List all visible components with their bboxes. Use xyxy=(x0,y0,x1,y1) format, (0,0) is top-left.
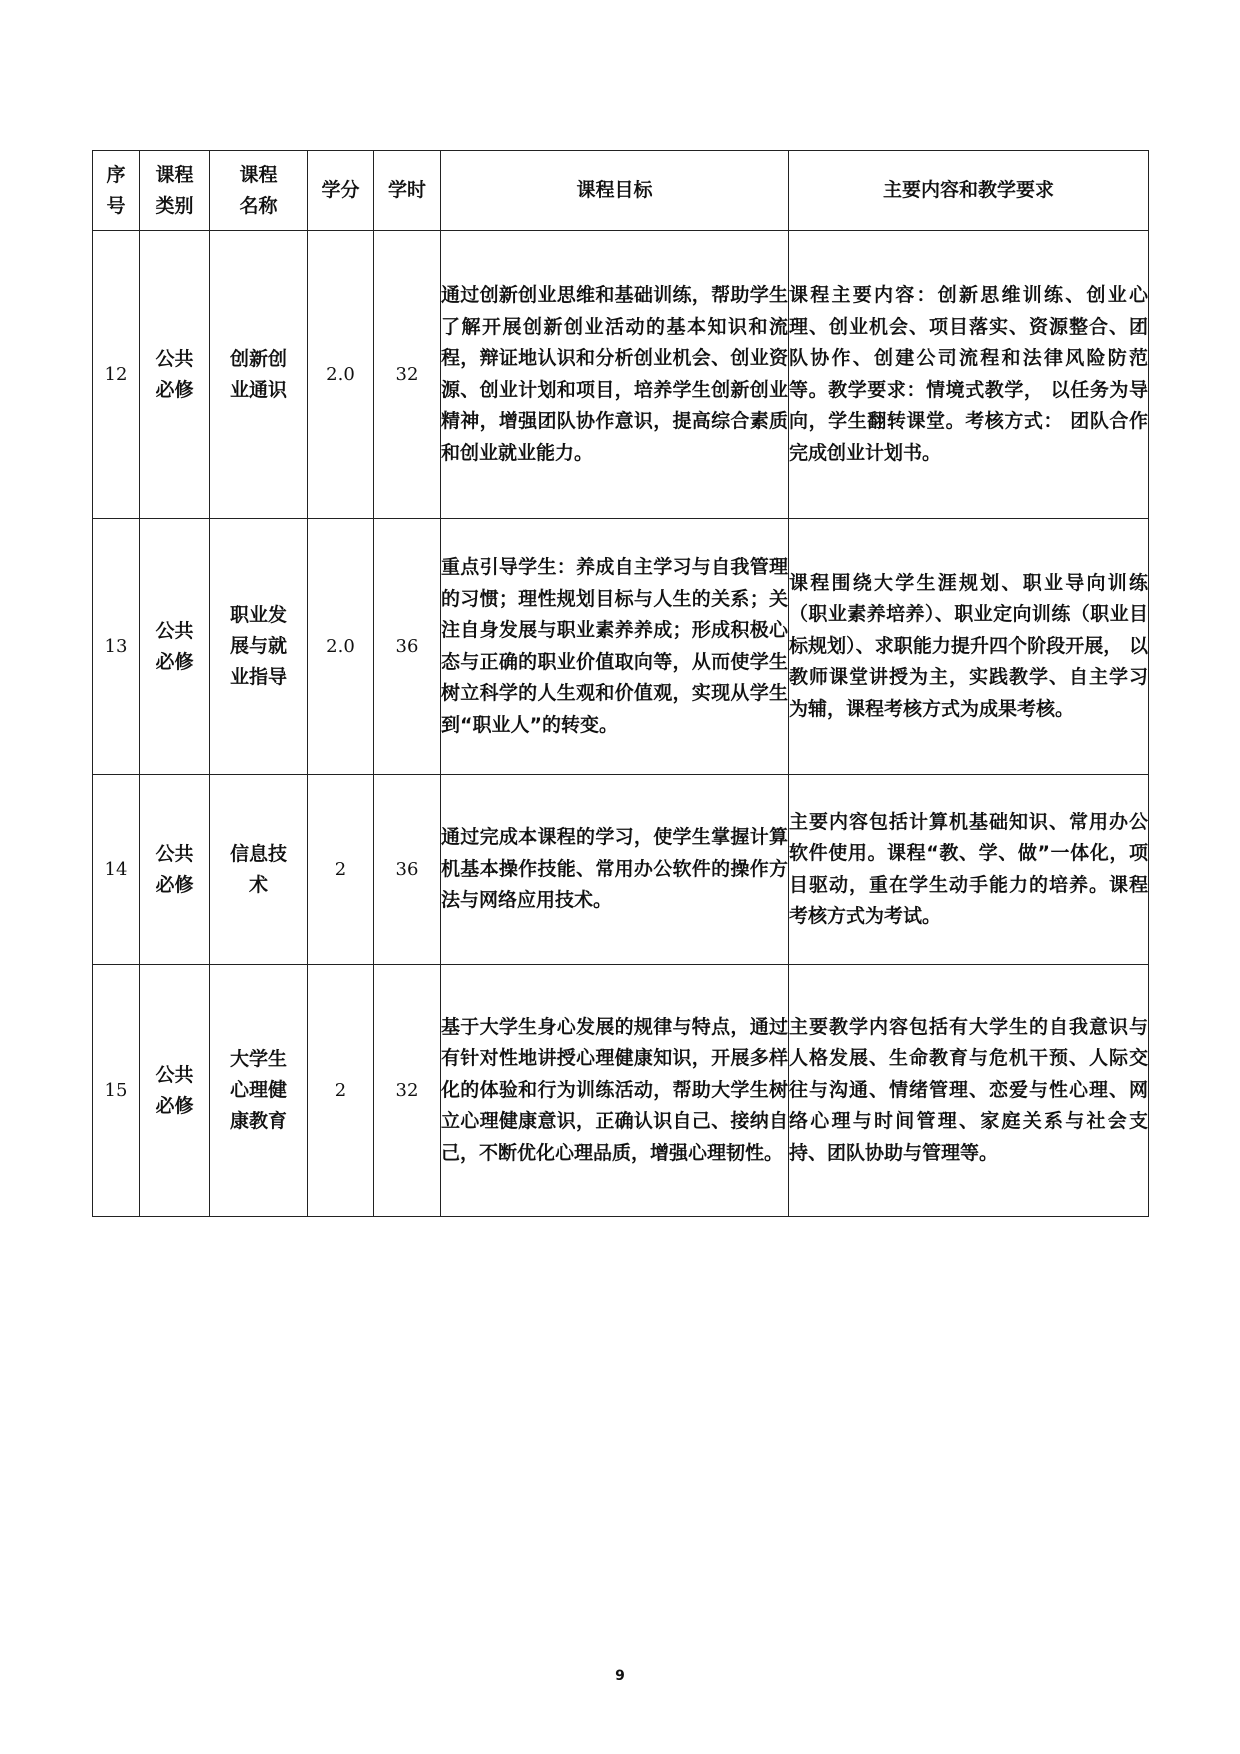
table-row xyxy=(93,519,1149,775)
row-credit: 2 xyxy=(308,965,374,1217)
header-content: 主要内容和教学要求 xyxy=(789,151,1149,231)
header-name: 课程 名称 xyxy=(210,151,308,231)
row-index: 13 xyxy=(93,519,140,775)
row-index: 12 xyxy=(93,231,140,519)
row-hours: 32 xyxy=(374,965,441,1217)
row-content: 课程围绕大学生涯规划、职业导向训练（职业素养培养）、职业定向训练（职业目标规划）、求职能力提升四个阶段开展， 以教师课堂讲授为主，实践教学、自主学习为辅，课程考核方式为成果考核。 xyxy=(789,519,1149,775)
row-category: 公共 必修 xyxy=(140,231,210,519)
row-content: 主要内容包括计算机基础知识、常用办公软件使用。课程“教、学、做”一体化，项目驱动，重在学生动手能力的培养。课程考核方式为考试。 xyxy=(789,775,1149,965)
row-course-name: 职业发 展与就 业指导 xyxy=(210,519,308,775)
page-number: 9 xyxy=(615,1668,625,1684)
row-course-name: 大学生 心理健 康教育 xyxy=(210,965,308,1217)
row-course-name: 创新创 业通识 xyxy=(210,231,308,519)
row-goal: 基于大学生身心发展的规律与特点，通过有针对性地讲授心理健康知识，开展多样化的体验和行为训练活动，帮助大学生树立心理健康意识，正确认识自己、接纳自己，不断优化心理品质，增强心理韧性。 xyxy=(441,965,789,1217)
row-hours: 36 xyxy=(374,775,441,965)
row-goal: 重点引导学生：养成自主学习与自我管理的习惯；理性规划目标与人生的关系；关注自身发展与职业素养养成；形成积极心态与正确的职业价值取向等，从而使学生树立科学的人生观和价值观，实现从学生到“职业人”的转变。 xyxy=(441,519,789,775)
header-row xyxy=(93,151,1149,231)
row-goal: 通过创新创业思维和基础训练，帮助学生了解开展创新创业活动的基本知识和流程，辩证地认识和分析创业机会、创业资源、创业计划和项目，培养学生创新创业精神，增强团队协作意识，提高综合素质和创业就业能力。 xyxy=(441,231,789,519)
header-goal: 课程目标 xyxy=(441,151,789,231)
row-hours: 36 xyxy=(374,519,441,775)
header-hours: 学时 xyxy=(374,151,441,231)
row-content: 主要教学内容包括有大学生的自我意识与人格发展、生命教育与危机干预、人际交往与沟通、情绪管理、恋爱与性心理、网络心理与时间管理、家庭关系与社会支持、团队协助与管理等。 xyxy=(789,965,1149,1217)
row-content: 课程主要内容：创新思维训练、创业心理、创业机会、项目落实、资源整合、团队协作、创建公司流程和法律风险防范等。教学要求：情境式教学， 以任务为导向，学生翻转课堂。考核方式： 团队合作完成创业计划书。 xyxy=(789,231,1149,519)
row-credit: 2.0 xyxy=(308,231,374,519)
row-index: 14 xyxy=(93,775,140,965)
header-index: 序 号 xyxy=(93,151,140,231)
course-table xyxy=(92,150,1149,1217)
row-credit: 2 xyxy=(308,775,374,965)
row-hours: 32 xyxy=(374,231,441,519)
row-course-name: 信息技 术 xyxy=(210,775,308,965)
table-row xyxy=(93,965,1149,1217)
table-row xyxy=(93,231,1149,519)
header-credit: 学分 xyxy=(308,151,374,231)
row-goal: 通过完成本课程的学习，使学生掌握计算机基本操作技能、常用办公软件的操作方法与网络应用技术。 xyxy=(441,775,789,965)
row-credit: 2.0 xyxy=(308,519,374,775)
table-row xyxy=(93,775,1149,965)
row-category: 公共 必修 xyxy=(140,965,210,1217)
header-category: 课程 类别 xyxy=(140,151,210,231)
row-category: 公共 必修 xyxy=(140,775,210,965)
row-category: 公共 必修 xyxy=(140,519,210,775)
row-index: 15 xyxy=(93,965,140,1217)
